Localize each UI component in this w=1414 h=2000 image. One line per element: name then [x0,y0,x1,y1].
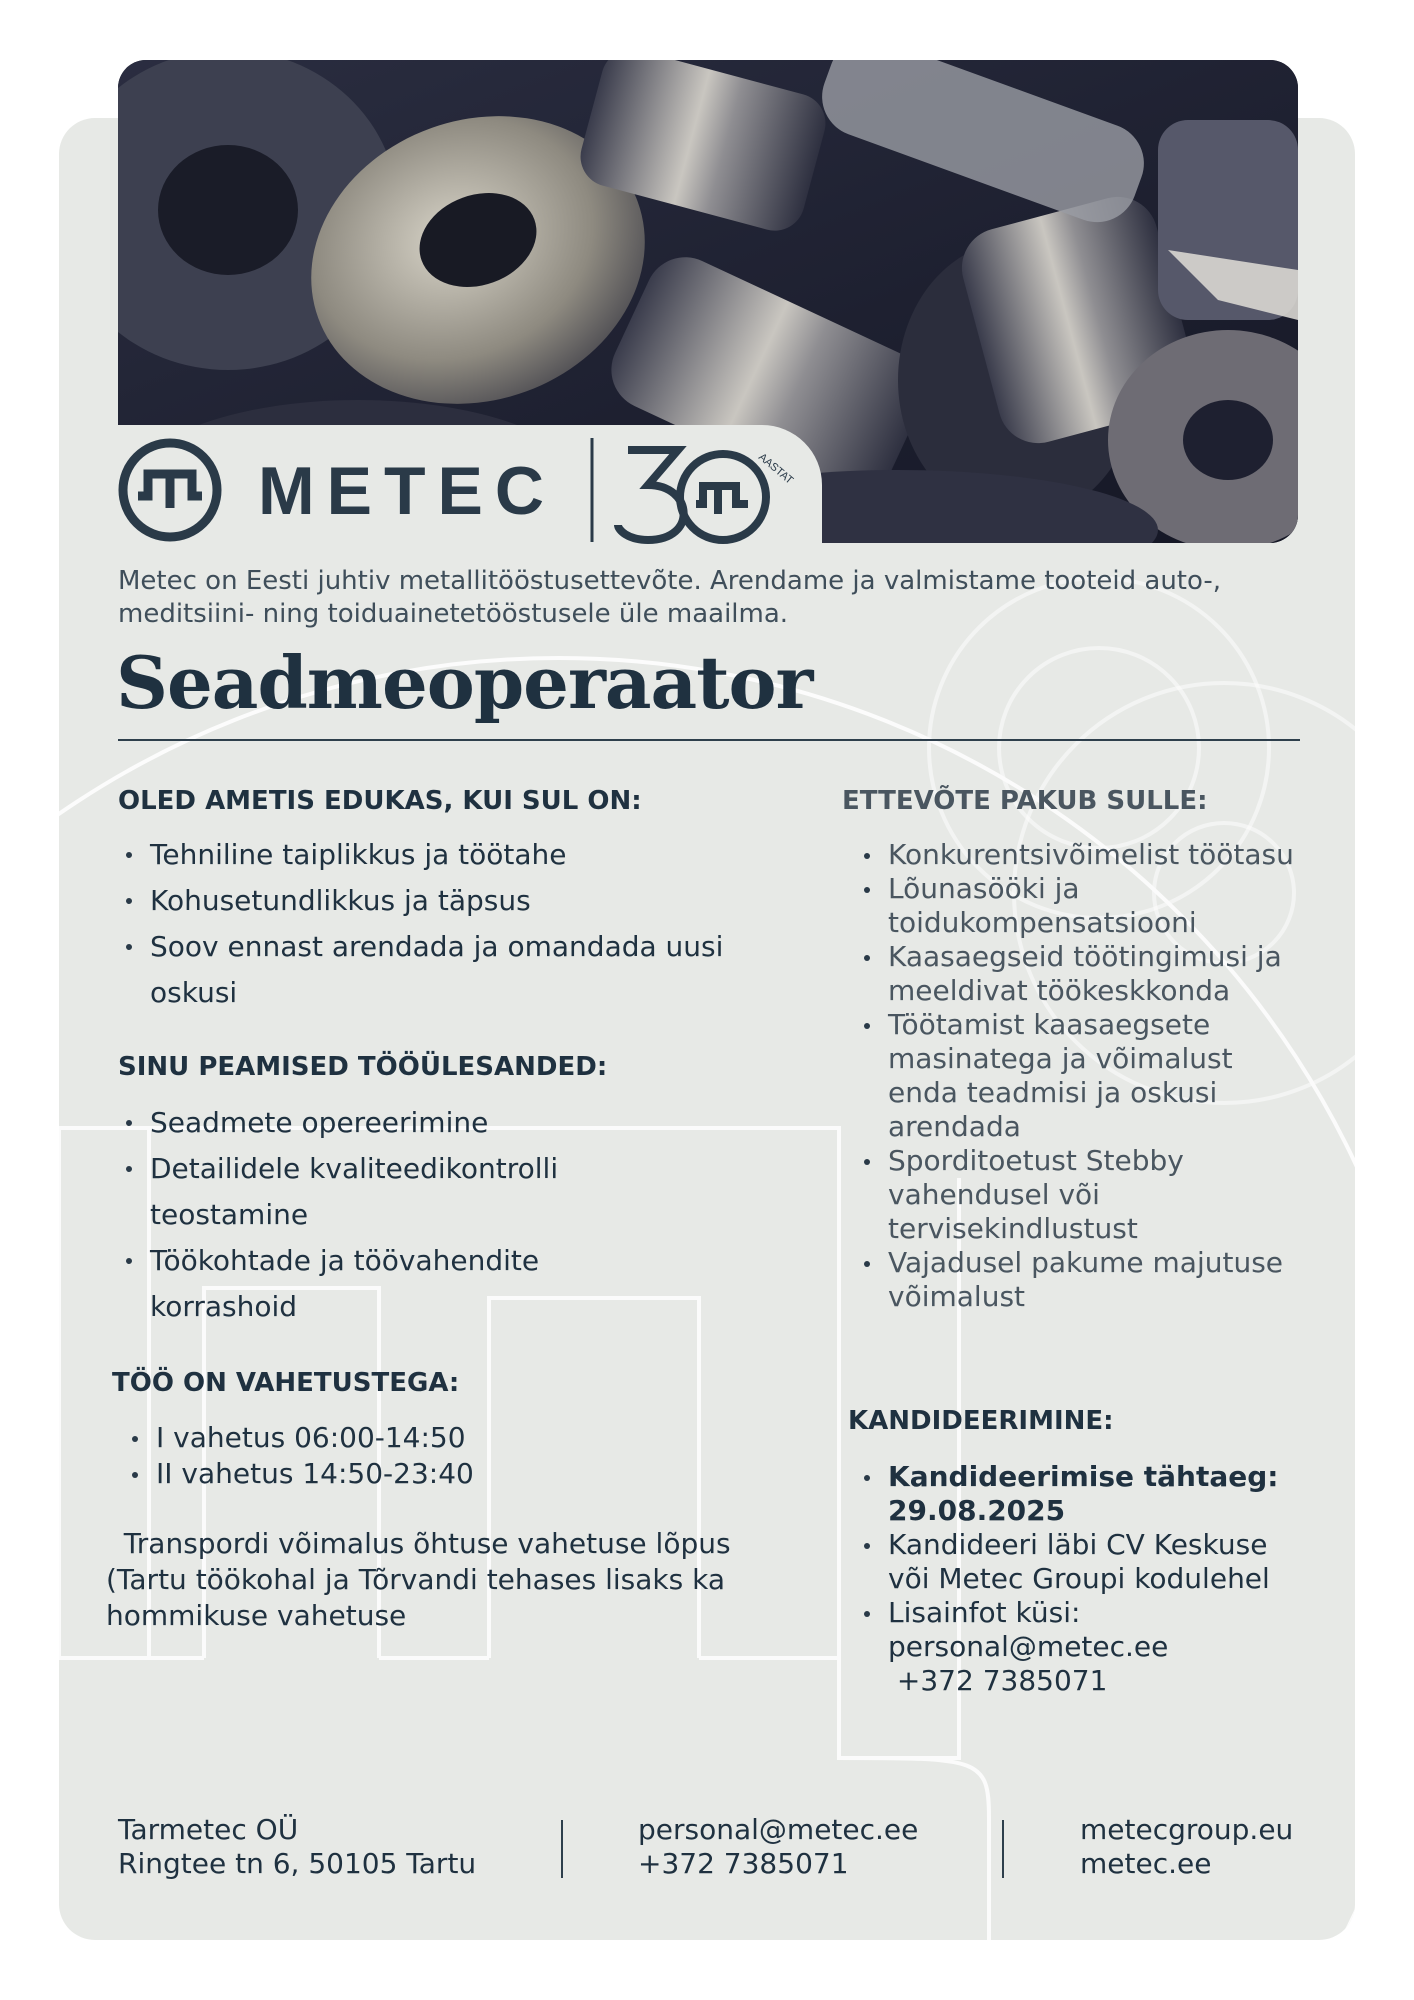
footer-phone: +372 7385071 [638,1847,849,1880]
tasks-list [118,1100,798,1330]
transport-note: Transpordi võimalus õhtuse vahetuse lõpus (Tartu töökohal ja Tõrvandi tehases lisaks ka hommikuse vahetuse [106,1527,731,1632]
footer-email-link: personal@metec.ee [638,1813,919,1846]
application-heading: KANDIDEERIMINE: [848,1406,1114,1436]
deadline-label: Kandideerimise tähtaeg: [888,1460,1279,1493]
list-item: Kohusetundlikkus ja täpsus [118,878,798,924]
website-link: metec.ee [1080,1847,1212,1880]
company-name: Tarmetec OÜ [118,1813,299,1846]
list-item: Sporditoetust Stebby vahendusel või tervisekindlustust [856,1144,1336,1246]
shifts-list [124,1420,744,1492]
list-item: Kaasaegseid töötingimusi ja meeldivat töökeskkonda [856,940,1336,1008]
title-divider [118,739,1300,741]
footer-address [118,1813,476,1881]
requirements-list [118,832,798,1016]
wordmark-text: METEC [258,453,556,529]
company-address: Ringtee tn 6, 50105 Tartu [118,1847,477,1880]
anniversary-tag: AASTAT [756,451,796,487]
list-item: Töökohtade ja töövahendite korrashoid [118,1238,798,1330]
list-item: Lõunasööki ja toidukompensatsiooni [856,872,1336,940]
list-item: Lisainfot küsi: personal@metec.ee +372 7385071 [856,1596,1336,1698]
list-item: Tehniline taiplikkus ja töötahe [118,832,798,878]
footer-divider [561,1820,563,1878]
tasks-heading: SINU PEAMISED TÖÖÜLESANDED: [118,1052,608,1082]
list-item: I vahetus 06:00-14:50 [124,1420,744,1456]
intro-line: Metec on Eesti juhtiv metallitööstusettevõte. Arendame ja valmistame tooteid auto-, [118,566,1222,596]
footer-websites [1080,1813,1293,1881]
contact-phone: +372 7385071 [888,1664,1108,1697]
list-item: Seadmete opereerimine [118,1100,798,1146]
footer-contact [638,1813,918,1881]
list-item: II vahetus 14:50-23:40 [124,1456,744,1492]
metec-logo [118,430,818,550]
offers-heading: ETTEVÕTE PAKUB SULLE: [842,786,1208,816]
offers-list [856,838,1336,1314]
intro-line: meditsiini- ning toiduainetetööstusele üle maailma. [118,599,789,629]
footer-divider [1002,1820,1004,1878]
anniversary-30-icon [618,450,766,540]
application-list [856,1460,1336,1698]
contact-email-link: personal@metec.ee [888,1630,1169,1663]
list-item: Vajadusel pakume majutuse võimalust [856,1246,1336,1314]
requirements-heading: OLED AMETIS EDUKAS, KUI SUL ON: [118,786,642,816]
website-link: metecgroup.eu [1080,1813,1294,1846]
job-title: Seadmeoperaator [116,640,813,725]
list-item [856,1460,1336,1528]
company-intro [118,565,1318,631]
list-item: Konkurentsivõimelist töötasu [856,838,1336,872]
list-item: Töötamist kaasaegsete masinatega ja võimalust enda teadmisi ja oskusi arendada [856,1008,1336,1144]
deadline-date: 29.08.2025 [888,1494,1066,1527]
metec-emblem-icon [123,443,217,537]
list-item: Kandideeri läbi CV Keskuse või Metec Groupi kodulehel [856,1528,1336,1596]
list-item: Detailidele kvaliteedikontrolli teostamine [118,1146,798,1238]
list-item: Soov ennast arendada ja omandada uusi oskusi [118,924,798,1016]
shifts-heading: TÖÖ ON VAHETUSTEGA: [112,1368,460,1398]
